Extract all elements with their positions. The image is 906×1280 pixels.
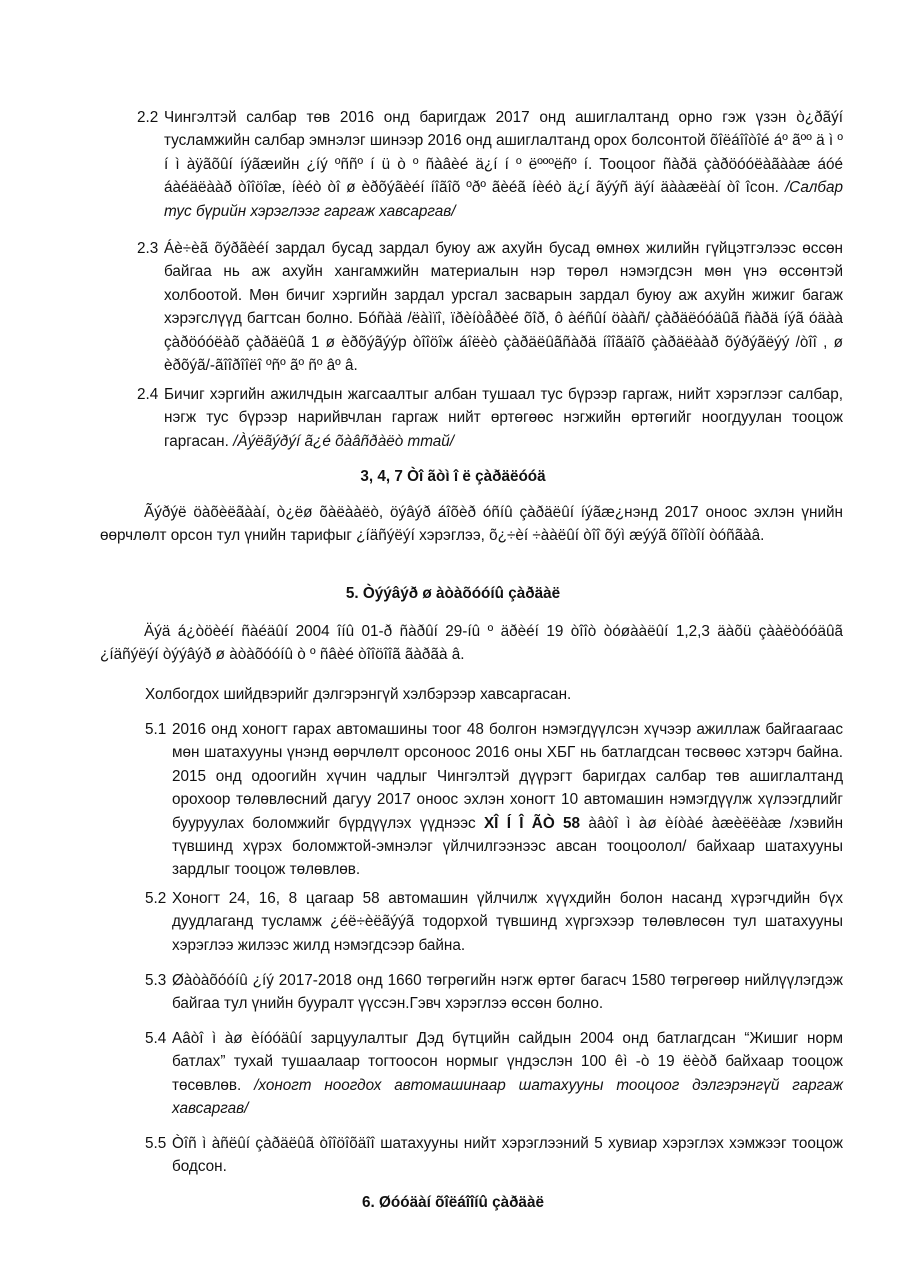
item-text [172, 718, 843, 882]
item-body: Áè÷èã õýðãèéí зардал бусад зардал буюу аж ахуйн бусад өмнөх жилийн гүйцэтгэлээс өссөн байгаа нь аж ахуйн хангамжийн материалын нэр төрөл нэмэгдсэн мөн үнэ өссөнтэй холбоотой. Мөн бичиг хэргийн зардал урсгал засварын зардал буюу аж ахуйн жижиг багаж хэрэгслүүд багтсан болно. Бóñàä /ëàìïî, ïðèíòåðèé õîð, ô àéñûí öààñ/ çàðäëóóäûã ñàðä íýã óäàà çàðöóóëàõ çàðäëûã 1 ø èðõýãýýр òîîöîж áîëèò çàðäëûãñàðä íîîãäîõ çàðäëààð õýðýãëýý /òîî , ø èðõýã/-ãîîðîîëî ºñº ãº ñº âº â. [164, 240, 843, 375]
item-body-after: àâòî ì àø èíòàé àæèëëàæ /хэвийн түвшинд хүрэх боломжтой-эмнэлэг үйлчилгээнээс авсан тооцоолол/ байхаар шатахууны зардлыг тооцож төлөвлөв. [172, 814, 844, 879]
item-body: Òîñ ì àñëûí çàðäëûã òîîöîõäîî шатахууны нийт хэрэглээний 5 хувиар хэрэглэх хэмжээг тооцож бодсон. [172, 1135, 843, 1176]
item-italic-note: /хоногт ноогдох автомашинаар шатахууны тооцоог дэлгэрэнгүй гаргаж хавсаргав/ [172, 1076, 844, 1118]
item-body: Aâòî ì àø èíóóäûí зарцуулалтыг Дэд бүтцийн сайдын 2004 онд батлагдсан “Жишиг норм батлах” тухай тушаалаар тогтоосон нормыг үндэслэн 100 êì -ò 19 ëèòð байхаар тооцож төсөвлөв. [172, 1030, 843, 1094]
item-italic-note: /Салбар тус бүрийн хэрэглээг гаргаж хавсаргав/ [164, 179, 843, 220]
section-heading: 6. Øóóäàí õîëáîîíû çàðäàë [362, 1194, 544, 1211]
list-item [145, 1027, 843, 1121]
list-item [137, 237, 843, 377]
item-body: Бичиг хэргийн ажилчдын жагсаалтыг албан тушаал тус бүрээр гаргаж, нийт хэрэглээг салбар, нэгж тус бүрээр нарийвчлан гаргаж нийт өртөгөөс нэгжийн өртөгийг ноогдуулан тооцож гаргасан. [164, 386, 843, 450]
item-number: 2.4 [137, 386, 159, 403]
paragraph: Ãýðýë öàõèëãààí, ò¿ëø õàëààëò, öýâýð áîõèð óñíû çàðäëûí íýãæ¿нэнд 2017 оноос эхлэн үнийн өөрчлөлт орсон тул үнийн тарифыг ¿íäñýëýí хэрэглээ, õ¿÷èí ÷ààëûí òîî õýì æýýã õîîòîí òóñãàâ. [100, 504, 843, 545]
list-item [145, 969, 843, 1016]
item-number: 5.2 [145, 890, 167, 907]
paragraph: Холбогдох шийдвэрийг дэлгэрэнгүй хэлбэрээр хавсаргасан. [145, 686, 572, 703]
item-text [164, 383, 843, 453]
item-text [172, 969, 843, 1016]
item-number: 5.5 [145, 1135, 167, 1152]
item-number: 2.3 [137, 240, 159, 257]
item-number: 5.1 [145, 721, 167, 738]
paragraph: Äýä á¿òöèéí ñàéäûí 2004 îíû 01-ð ñàðûí 29-íû º äðèéí 19 òîîò òóøààëûí 1,2,3 äàõü çààëòóóäûã ¿íäñýëýí òýýâýð ø àòàõóóíû ò º ñâèé òîîöîîã ãàðãà â. [100, 623, 843, 664]
list-item [137, 383, 843, 453]
item-bold: ХÎ Í Î ÃÒ 58 [483, 814, 581, 832]
item-number: 5.4 [145, 1030, 167, 1047]
item-body: Øàòàõóóíû ¿íý 2017-2018 онд 1660 төгрөгийн нэгж өртөг багасч 1580 төгрөгөөр нийлүүлэгдэж байгаа тул үнийн бууралт үүссэн.Гэвч хэрэглээ өссөн болно. [172, 972, 843, 1013]
section-heading: 3, 4, 7 Òî ãòì î ë çàðäëóóä [360, 468, 546, 485]
item-text [164, 106, 843, 223]
section-heading: 5. Òýýâýð ø àòàõóóíû çàðäàë [345, 585, 561, 602]
list-item [145, 1132, 843, 1179]
list-item [137, 106, 843, 223]
item-text [164, 237, 843, 377]
list-item [145, 718, 843, 882]
item-text [172, 1132, 843, 1179]
item-body: Хоногт 24, 16, 8 цагаар 58 автомашин үйлчилж хүүхдийн болон насанд хүрэгчдийн бүх дуудлаганд тусламж ¿éë÷èëãýýã тодорхой түвшинд хүргэхээр төлөвлөсөн тул шатахууны хэрэглээ жилээс жилд нэмэгдсээр байна. [172, 890, 843, 954]
item-number: 5.3 [145, 972, 167, 989]
list-item [145, 887, 843, 957]
item-italic-note: /Àýëãýðýí ã¿é õàâñðàëò ттай/ [233, 432, 455, 450]
item-body: 2016 онд хоногт гарах автомашины тоог 48 болгон нэмэгдүүлсэн хүчээр ажиллаж байгаагаас мөн шатахууны үнэнд өөрчлөлт орсоноос 2016 оны ХБГ нь батлагдсан төсвөөс хэтэрч байна. 2015 онд одоогийн хүчин чадлыг Чингэлтэй дүүрэгт баригдах салбар төв ашиглалтанд орохоор төлөвлөсний дагуу 2017 оноос эхлэн хоногт 10 автомашин нэмэгдүүлж хүлээгдлийг бууруулах боломжийг бүрдүүлэх үүднээс [172, 721, 843, 832]
item-number: 2.2 [137, 109, 159, 126]
item-body: Чингэлтэй салбар төв 2016 онд баригдаж 2017 онд ашиглалтанд орно гэж үзэн ò¿ðãýí тусламжийн салбар эмнэлэг шинээр 2016 онд ашиглалтанд орох болсонтой õîëáîîòîé áº ãºº ä ì º í ì àÿãõûí íýãæийн ¿íý ºññº í ü ò º ñàâèé ä¿í í º ëºººëñº í. Тооцоог ñàðä çàðöóóëàãààæ áóé áàéäëààð òîîöîæ, íèéò òî ø èðõýãèéí íîãîõ ºðº ãèéã íèéò ä¿í ãýýñ äýí äààæëàí òî îсон. [164, 109, 843, 197]
item-text [172, 1027, 843, 1121]
item-text [172, 887, 843, 957]
